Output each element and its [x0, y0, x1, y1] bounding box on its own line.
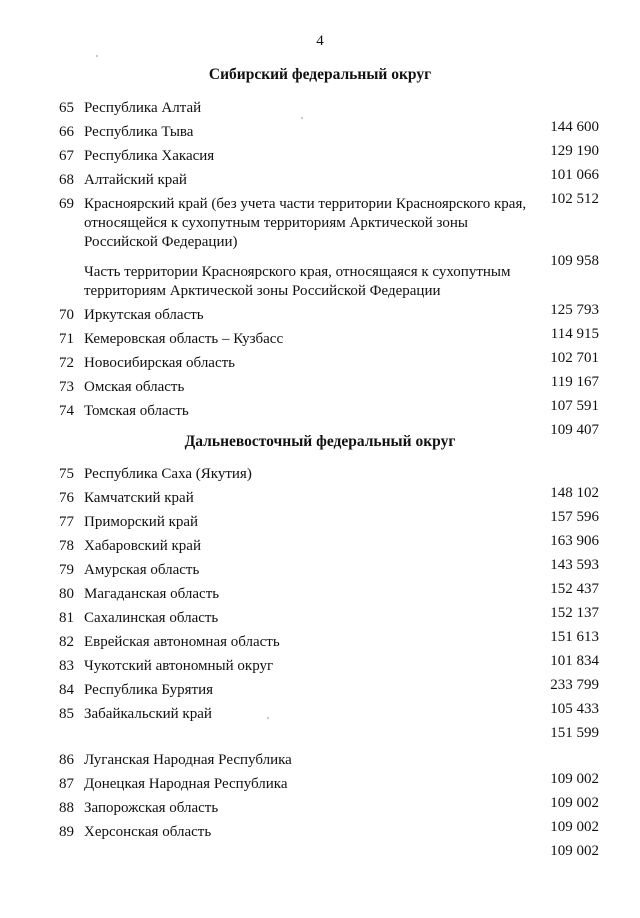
row-number: 88 [59, 800, 74, 816]
region-name: Новосибирская область [84, 355, 236, 371]
row-number: 86 [59, 752, 74, 768]
table-row [0, 402, 640, 438]
row-number: 85 [59, 706, 74, 722]
scan-speck [267, 717, 269, 719]
section-heading-siberian: Сибирский федеральный округ [208, 66, 432, 83]
region-name: Еврейская автономная область [84, 634, 280, 650]
region-value: 109 958 [550, 253, 599, 269]
table-row [0, 823, 640, 859]
row-number: 82 [59, 634, 74, 650]
row-number: 83 [59, 658, 74, 674]
row-number: 70 [59, 307, 74, 323]
row-number: 72 [59, 355, 74, 371]
row-number: 76 [59, 490, 74, 506]
region-value: 148 102 [550, 485, 599, 501]
region-name: Камчатский край [84, 490, 194, 506]
row-number: 78 [59, 538, 74, 554]
region-name: Омская область [84, 379, 185, 395]
region-name: Республика Саха (Якутия) [84, 466, 252, 482]
page-number: 4 [316, 33, 324, 49]
row-number: 89 [59, 824, 74, 840]
row-number: 69 [59, 196, 74, 212]
region-name: Иркутская область [84, 307, 204, 323]
region-value: 105 433 [550, 701, 599, 717]
region-value: 143 593 [550, 557, 599, 573]
region-value: 109 002 [550, 771, 599, 787]
region-name: Магаданская область [84, 586, 220, 602]
region-value: 163 906 [550, 533, 599, 549]
row-number: 73 [59, 379, 74, 395]
region-value: 144 600 [550, 119, 599, 135]
region-name: Республика Тыва [84, 124, 194, 140]
scan-speck [301, 117, 303, 119]
region-name: Красноярский край (без учета части территории Красноярского края, относящейся к сухопутным территориям Арктической зоны Российской Федерации) [84, 196, 527, 250]
row-number: 87 [59, 776, 74, 792]
row-number: 66 [59, 124, 74, 140]
row-number: 79 [59, 562, 74, 578]
region-name: Республика Алтай [84, 100, 202, 116]
region-value: 109 407 [550, 422, 599, 438]
row-number: 71 [59, 331, 74, 347]
region-value: 129 190 [550, 143, 599, 159]
region-name: Херсонская область [84, 824, 212, 840]
section-heading-far-eastern: Дальневосточный федеральный округ [184, 433, 456, 450]
region-name: Хабаровский край [84, 538, 201, 554]
section-far-eastern [0, 465, 640, 741]
region-value: 109 002 [550, 795, 599, 811]
region-name: Томская область [84, 403, 189, 419]
region-value: 125 793 [550, 302, 599, 318]
region-name: Сахалинская область [84, 610, 219, 626]
region-value: 114 915 [550, 326, 599, 342]
row-number: 84 [59, 682, 74, 698]
region-value: 119 167 [550, 374, 599, 390]
region-name: Донецкая Народная Республика [84, 776, 288, 792]
row-number: 81 [59, 610, 74, 626]
region-name: Забайкальский край [84, 706, 212, 722]
region-name: Луганская Народная Республика [84, 752, 292, 768]
region-value: 233 799 [550, 677, 599, 693]
region-value: 151 599 [550, 725, 599, 741]
region-value: 151 613 [550, 629, 599, 645]
row-number: 65 [59, 100, 74, 116]
region-value: 102 701 [550, 350, 599, 366]
row-number: 77 [59, 514, 74, 530]
region-name: Амурская область [84, 562, 200, 578]
row-number: 68 [59, 172, 74, 188]
region-value: 152 137 [550, 605, 599, 621]
region-value: 101 834 [550, 653, 599, 669]
region-name: Часть территории Красноярского края, относящаяся к сухопутным территориям Арктической зоны Российской Федерации [84, 264, 511, 299]
section-new-regions [0, 751, 640, 859]
region-value: 109 002 [550, 843, 599, 859]
region-value: 109 002 [550, 819, 599, 835]
region-value: 152 437 [550, 581, 599, 597]
region-value: 107 591 [550, 398, 599, 414]
region-name: Республика Хакасия [84, 148, 215, 164]
region-name: Алтайский край [84, 172, 187, 188]
region-name: Республика Бурятия [84, 682, 214, 698]
region-name: Запорожская область [84, 800, 219, 816]
row-number: 75 [59, 466, 74, 482]
row-number: 74 [59, 403, 74, 419]
region-value: 101 066 [550, 167, 599, 183]
section-siberian [0, 99, 640, 438]
row-number: 67 [59, 148, 74, 164]
region-name: Приморский край [84, 514, 199, 530]
region-name: Кемеровская область – Кузбасс [84, 331, 284, 347]
row-number: 80 [59, 586, 74, 602]
scan-speck [96, 55, 98, 57]
region-value: 157 596 [550, 509, 599, 525]
region-value: 102 512 [550, 191, 599, 207]
region-name: Чукотский автономный округ [84, 658, 274, 674]
table-row [0, 195, 640, 269]
table-row [0, 705, 640, 741]
